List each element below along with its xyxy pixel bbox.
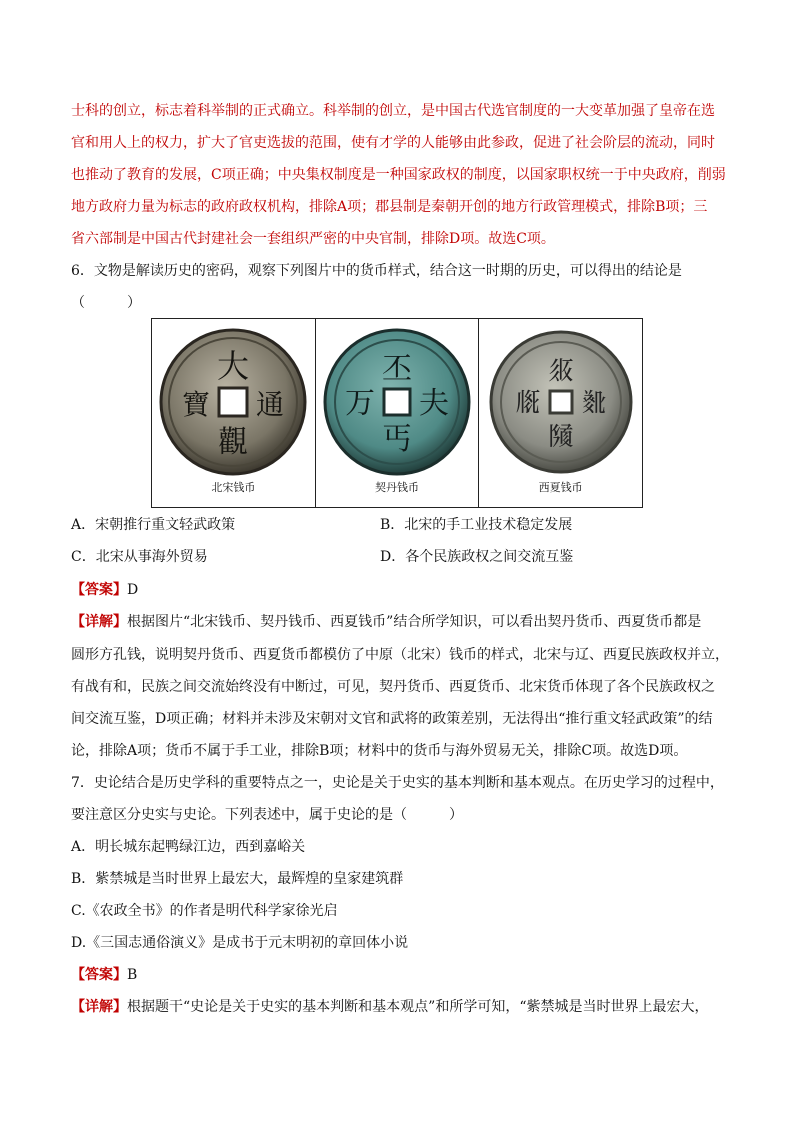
q7-option-c: C.《农政全书》的作者是明代科学家徐光启 [71, 903, 338, 919]
detail-tag: 【详解】 [71, 999, 127, 1015]
coin-cell-western-xia [479, 319, 642, 507]
q5-explanation-line: 也推动了教育的发展，C项正确；中央集权制度是一种国家政权的制度，以国家职权统一于中央政府，削弱 [71, 167, 726, 183]
q6-option-c: C．北宋从事海外贸易 [71, 549, 208, 565]
q7-stem: 要注意区分史实与史论。下列表述中，属于史论的是（ ） [71, 807, 463, 823]
coin-char: 丕 [382, 352, 412, 387]
coin-caption: 契丹钱币 [375, 481, 419, 494]
detail-text: 根据题干“史论是关于史实的基本判断和基本观点”和所学可知，“紫禁城是当时世界上最宏大， [127, 999, 709, 1015]
answer-value: B [127, 967, 138, 983]
q6-detail-line: 圆形方孔钱，说明契丹货币、西夏货币都模仿了中原（北宋）钱币的样式，北宋与辽、西夏民族政权并立， [71, 647, 729, 663]
coin-char: 夫 [419, 386, 449, 421]
q6-detail-line [71, 613, 701, 631]
coin-cell-khitan [316, 319, 480, 507]
q6-answer-line [71, 581, 138, 599]
detail-tag: 【详解】 [71, 614, 127, 630]
detail-text: 根据图片“北宋钱币、契丹钱币、西夏钱币”结合所学知识，可以看出契丹货币、西夏货币都是 [127, 614, 702, 630]
answer-tag: 【答案】 [71, 967, 127, 983]
coin-char: 𗼇 [547, 356, 574, 386]
answer-value: D [127, 582, 139, 598]
q7-option-a: A．明长城东起鸭绿江边，西到嘉峪关 [71, 839, 306, 855]
q5-explanation-line: 士科的创立，标志着科举制的正式确立。科举制的创立，是中国古代选官制度的一大变革加强了皇帝在选 [71, 103, 715, 119]
q6-option-b: B．北宋的手工业技术稳定发展 [380, 517, 573, 533]
q6-option-a: A．宋朝推行重文轻武政策 [71, 517, 236, 533]
coin-char: 通 [256, 388, 285, 421]
coin-char: 𗅋 [514, 388, 541, 418]
q6-detail-line: 论，排除A项；货币不属于手工业，排除B项；材料中的货币与海外贸易无关，排除C项。故选D项。 [71, 743, 688, 759]
q7-option-b: B．紫禁城是当时世界上最宏大，最辉煌的皇家建筑群 [71, 871, 404, 887]
q7-stem: 7．史论结合是历史学科的重要特点之一，史论是关于史实的基本判断和基本观点。在历史学习的过程中， [71, 775, 724, 791]
q5-explanation-line: 官和用人上的权力，扩大了官吏选拔的范围，使有才学的人能够由此参政，促进了社会阶层的流动，同时 [71, 135, 715, 151]
q7-answer-line [71, 966, 137, 984]
q6-detail-line: 间交流互鉴，D项正确；材料并未涉及宋朝对文官和武将的政策差别，无法得出“推行重文轻武政策”的结 [71, 711, 713, 727]
coin-caption: 北宋钱币 [211, 481, 256, 494]
q7-option-d: D.《三国志通俗演义》是成书于元末明初的章回体小说 [71, 935, 409, 951]
coin-cell-northern-song [152, 319, 316, 507]
coin-char: 觀 [218, 425, 249, 460]
coin-char: 万 [345, 386, 375, 421]
q6-stem-blank: （ ） [71, 295, 141, 311]
q5-explanation-line: 地方政府力量为标志的政府政权机构，排除A项；郡县制是秦朝开创的地方行政管理模式，排除B项；三 [71, 199, 708, 215]
q7-detail-line [71, 998, 708, 1016]
q6-stem: 6．文物是解读历史的密码，观察下列图片中的货币样式，结合这一时期的历史，可以得出的结论是 [71, 263, 682, 279]
answer-tag: 【答案】 [71, 582, 127, 598]
western-xia-coin-image [486, 327, 636, 477]
northern-song-coin-image [158, 327, 308, 477]
q5-explanation-line: 省六部制是中国古代封建社会一套组织严密的中央官制，排除D项。故选C项。 [71, 231, 555, 247]
khitan-coin-image [322, 327, 472, 477]
q6-detail-line: 有战有和，民族之间交流始终没有中断过，可见，契丹货币、西夏货币、北宋货币体现了各个民族政权之 [71, 679, 715, 695]
coin-caption: 西夏钱币 [538, 481, 583, 494]
coin-char: 𘝯 [580, 388, 607, 418]
coin-figure-table [151, 318, 643, 508]
coin-char: 寶 [182, 388, 211, 421]
coin-char: 大 [217, 347, 250, 385]
q6-option-d: D．各个民族政权之间交流互鉴 [380, 549, 574, 565]
coin-char: 𗂧 [547, 422, 574, 452]
coin-char: 丐 [382, 422, 412, 457]
